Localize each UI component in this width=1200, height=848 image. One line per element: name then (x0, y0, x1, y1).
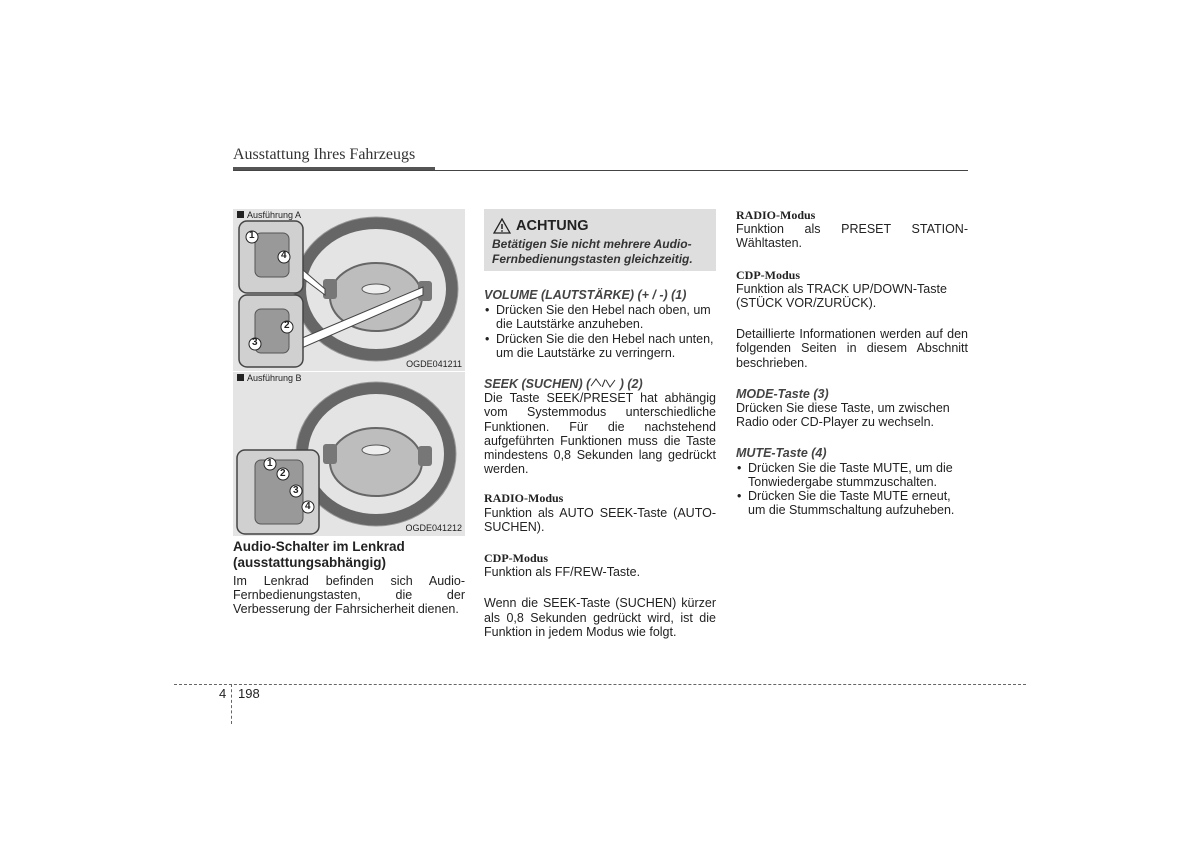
radio-mode-heading: RADIO-Modus (484, 491, 564, 506)
warning-title: ACHTUNG (516, 218, 589, 234)
callout-number: 1 (249, 230, 255, 241)
callout-number: 4 (281, 250, 287, 261)
warning-box (484, 209, 716, 271)
figure-a-callouts (233, 209, 465, 371)
callout-number: 3 (252, 337, 258, 348)
radio-mode-heading: RADIO-Modus (736, 208, 816, 222)
seek-paragraph: Die Taste SEEK/PRESET hat abhängig vom Systemmodus unterschiedliche Funktionen. Für die nachstehend aufgeführten Funktionen muss die Taste mindestens 0,8 Sekunden lang gedrückt werden. (484, 391, 716, 477)
volume-heading: VOLUME (LAUTSTÄRKE) (+ / -) (1) (484, 288, 687, 302)
list-item: • Drücken Sie den Hebel nach oben, um die Lautstärke anzuheben. (484, 303, 716, 331)
list-item: • Drücken Sie die Taste MUTE, um die Tonwiedergabe stummzuschalten. (736, 461, 968, 489)
middle-column (484, 288, 716, 639)
header-rule (233, 170, 968, 171)
figure-b-callouts (233, 372, 465, 536)
cdp-mode-text: Funktion als TRACK UP/DOWN-Taste (STÜCK VOR/ZURÜCK). (736, 281, 947, 311)
mode-button-text: Drücken Sie diese Taste, um zwischen Radio oder CD-Player zu wechseln. (736, 401, 950, 430)
svg-text:/: / (602, 379, 606, 390)
short-press-paragraph: Wenn die SEEK-Taste (SUCHEN) kürzer als 0,8 Sekunden gedrückt wird, ist die Funktion in jedem Modus wie folgt. (484, 596, 716, 639)
warning-text: Betätigen Sie nicht mehrere Audio-Fernbedienungstasten gleichzeitig. (492, 237, 693, 266)
details-paragraph: Detaillierte Informationen werden auf den folgenden Seiten in diesem Abschnitt beschrieben. (736, 327, 968, 370)
footer-divider (231, 684, 232, 724)
mute-button-heading: MUTE-Taste (4) (736, 446, 827, 461)
intro-paragraph: Im Lenkrad befinden sich Audio-Fernbedienungstasten, die der Verbesserung der Fahrsicherheit dienen. (233, 574, 465, 617)
cdp-mode-heading: CDP-Modus (736, 267, 801, 282)
list-item: • Drücken Sie die Taste MUTE erneut, um die Stummschaltung aufzuheben. (736, 489, 968, 517)
radio-mode-text: Funktion als PRESET STATION-Wähltasten. (736, 222, 968, 251)
section-heading: Audio-Schalter im Lenkrad (ausstattungsabhängig) (233, 539, 405, 570)
page-number: 198 (238, 686, 260, 701)
radio-mode-text: Funktion als AUTO SEEK-Taste (AUTO-SUCHEN). (484, 505, 716, 534)
figure-b-code: OGDE041212 (405, 523, 462, 533)
mode-button-heading: MODE-Taste (3) (736, 386, 829, 401)
list-item: • Drücken Sie die den Hebel nach unten, um die Lautstärke zu verringern. (484, 332, 716, 360)
volume-list (484, 303, 716, 360)
figure-b-label: Ausführung B (247, 373, 302, 383)
chapter-number: 4 (219, 686, 227, 701)
running-header: Ausstattung Ihres Fahrzeugs (233, 146, 416, 163)
seek-heading: SEEK (SUCHEN) ( / ) (2) (484, 377, 643, 392)
figure-a-label: Ausführung A (247, 210, 302, 220)
cdp-mode-text: Funktion als FF/REW-Taste. (484, 565, 641, 580)
mute-list (736, 461, 968, 518)
callout-number: 3 (293, 485, 299, 496)
left-column (233, 539, 465, 617)
callout-number: 2 (280, 468, 286, 479)
cdp-mode-heading: CDP-Modus (484, 551, 549, 566)
seek-up-down-icon (590, 377, 616, 389)
callout-number: 1 (267, 458, 273, 469)
right-column (736, 208, 968, 517)
warning-triangle-icon (493, 218, 511, 234)
callout-number: 4 (305, 501, 311, 512)
footer-rule (174, 684, 1026, 685)
figure-a-code: OGDE041211 (406, 359, 462, 369)
callout-number: 2 (284, 320, 290, 331)
